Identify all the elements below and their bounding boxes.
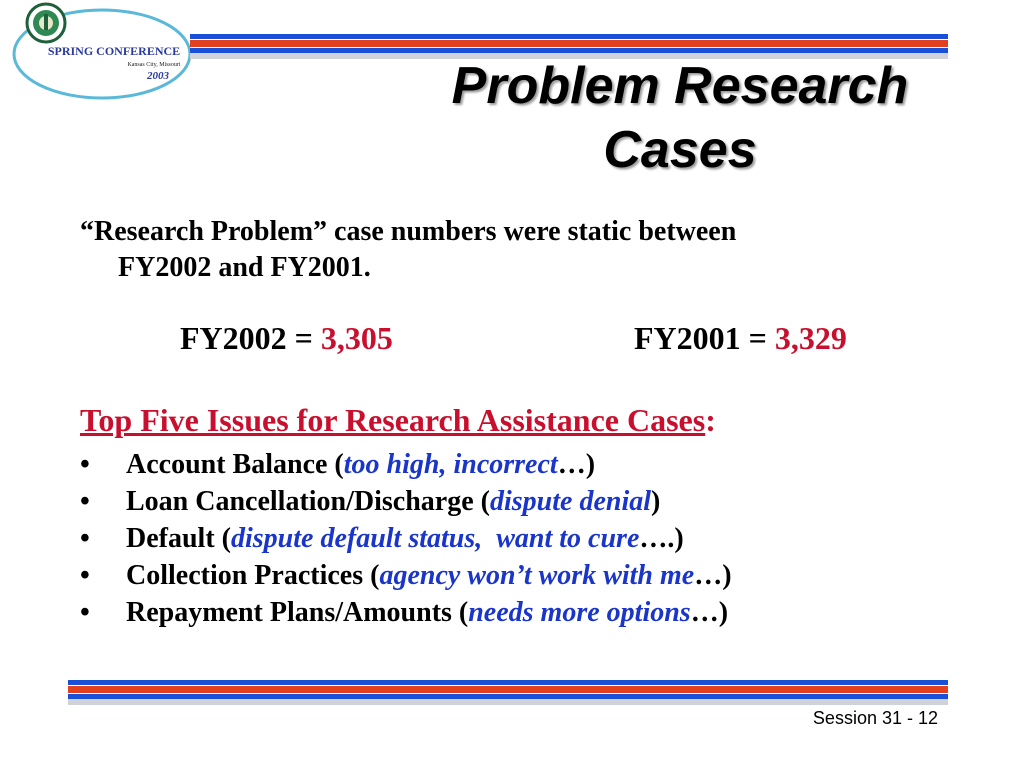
issue-suffix: …) [557, 449, 596, 480]
list-item [80, 446, 732, 483]
bullet-icon: • [80, 597, 90, 628]
issue-suffix: ) [651, 486, 661, 517]
logo-year: 2003 [147, 70, 169, 82]
bullet-icon: • [80, 486, 90, 517]
issue-label: Default ( [126, 523, 231, 554]
issues-heading-text: Top Five Issues for Research Assistance Cases [80, 402, 706, 438]
issue-detail: dispute default status, want to cure [230, 523, 640, 554]
issue-label: Loan Cancellation/Discharge ( [126, 486, 490, 517]
issues-heading-colon: : [705, 402, 716, 438]
slide-title-line-1: Problem Research [451, 57, 909, 115]
bottom-stripe-divider [68, 680, 948, 706]
issue-label: Collection Practices ( [126, 560, 380, 591]
fy2001-label: FY2001 = [634, 320, 775, 356]
intro-line-2: FY2002 and FY2001. [118, 252, 371, 283]
list-item [80, 557, 732, 594]
list-item [80, 483, 732, 520]
slide-title [380, 54, 980, 182]
intro-line-1: “Research Problem” case numbers were static between [80, 216, 737, 247]
logo-location: Kansas City, Missouri [127, 62, 181, 68]
issue-detail: needs more options [468, 597, 691, 628]
issue-suffix: …) [690, 597, 729, 628]
session-footer: Session 31 - 12 [812, 708, 938, 728]
issue-detail: too high, incorrect [343, 449, 558, 480]
logo-title: SPRING CONFERENCE [47, 44, 181, 58]
fy2002-value: 3,305 [320, 320, 393, 356]
fy2001-figure [634, 320, 847, 357]
bullet-icon: • [80, 449, 90, 480]
slide-title-line-2: Cases [603, 121, 757, 179]
issue-label: Account Balance ( [126, 449, 344, 480]
bullet-icon: • [80, 523, 90, 554]
issues-list [80, 446, 732, 631]
list-item [80, 520, 732, 557]
bullet-icon: • [80, 560, 90, 591]
issues-heading [80, 402, 716, 439]
issue-detail: dispute denial [490, 486, 652, 517]
issue-detail: agency won’t work with me [379, 560, 695, 591]
issue-suffix: ….) [639, 523, 684, 554]
fy2002-label: FY2002 = [180, 320, 321, 356]
conference-logo [6, 2, 194, 102]
issue-label: Repayment Plans/Amounts ( [126, 597, 469, 628]
fy2001-value: 3,329 [774, 320, 847, 356]
fy2002-figure [180, 320, 393, 357]
issue-suffix: …) [694, 560, 732, 591]
intro-paragraph [80, 214, 940, 286]
seal-icon [27, 4, 65, 42]
list-item [80, 594, 732, 631]
